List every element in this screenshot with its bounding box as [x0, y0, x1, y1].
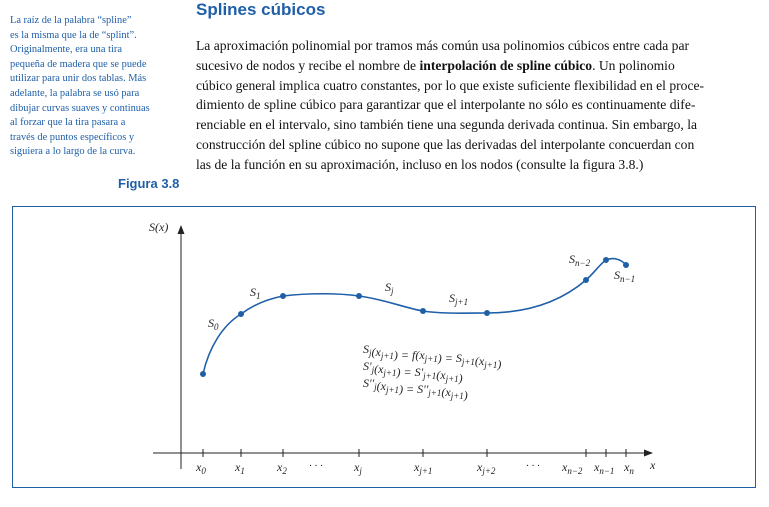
y-axis-label: S(x): [149, 220, 169, 234]
tick-label-x2: $x_2$: [277, 460, 287, 476]
margin-note-line: siguiera a lo largo de la curva.: [10, 146, 136, 158]
paragraph-line: [196, 115, 756, 135]
tick-label-xj: $x_j$: [354, 460, 362, 476]
section-paragraph: [196, 36, 756, 175]
text-run: construcción del spline cúbico no supone que las derivadas del interpolante concuerdan con: [196, 136, 695, 152]
figure-label: Figura 3.8: [118, 176, 180, 191]
knot-point: [484, 310, 490, 316]
key-term: interpolación de spline cúbico: [419, 57, 593, 73]
knot-point: [280, 293, 286, 299]
tick-label-xj2: $x_{j+2}$: [477, 460, 496, 476]
margin-note-line: utilizar para unir dos tablas. Más: [10, 73, 147, 85]
paragraph-line: [196, 155, 756, 175]
spline-label-sn2: $S_{n-2}$: [569, 252, 591, 268]
spline-label-s1: $S_1$: [250, 285, 261, 301]
equation-second-derivative: $S''_j(x_{j+1}) = S''_{j+1}(x_{j+1})$: [363, 376, 468, 402]
margin-note-line: adelante, la palabra se usó para: [10, 87, 140, 99]
x-axis-label: x: [650, 458, 656, 472]
margin-note-line: través de puntos específicos y: [10, 131, 135, 143]
equation-continuity: $S_j(x_{j+1}) = f(x_{j+1}) = S_{j+1}(x_{j+1})$: [363, 342, 502, 371]
tick-label-xn1: $x_{n-1}$: [594, 460, 615, 476]
text-run: cúbico general implica cuatro constantes, por lo que existe suficiente flexibilidad en el proce-: [196, 77, 705, 93]
paragraph-line: [196, 56, 756, 76]
equation-first-derivative: $S'_j(x_{j+1}) = S'_{j+1}(x_{j+1})$: [363, 359, 463, 385]
paragraph-line: [196, 135, 756, 155]
spline-diagram: [13, 207, 757, 489]
paragraph-line: [196, 36, 756, 56]
knot-point: [200, 371, 206, 377]
margin-note-line: La raíz de la palabra “spline”: [10, 15, 132, 26]
knot-point: [623, 262, 629, 268]
tick-label-xn2: $x_{n-2}$: [562, 460, 583, 476]
knot-point: [603, 257, 609, 263]
paragraph-line: [196, 95, 756, 115]
section-title: Splines cúbicos: [196, 0, 326, 19]
x-axis-arrow: [644, 450, 653, 457]
tick-label-x1: $x_1$: [235, 460, 245, 476]
spline-label-sj1: $S_{j+1}$: [449, 291, 469, 307]
text-run: . Un polinomio: [592, 57, 675, 73]
knot-point: [238, 311, 244, 317]
margin-note-line: es la misma que la de “splint”.: [10, 29, 137, 41]
knot-point: [420, 308, 426, 314]
margin-note: [10, 14, 180, 160]
tick-label-xn: $x_n$: [624, 460, 634, 476]
spline-figure: [12, 206, 756, 488]
spline-label-sj: $S_j$: [385, 280, 394, 296]
knot-point: [583, 277, 589, 283]
margin-note-line: pequeña de madera que se puede: [10, 58, 147, 70]
y-axis-arrow: [178, 225, 185, 234]
ellipsis-1: · · ·: [309, 460, 323, 472]
tick-label-xj1: $x_{j+1}$: [414, 460, 433, 476]
knot-point: [356, 293, 362, 299]
text-run: La aproximación polinomial por tramos más común usa polinomios cúbicos entre cada par: [196, 38, 690, 53]
text-run: dimiento de spline cúbico para garantizar que el interpolante no sólo es continuamente dife-: [196, 97, 696, 113]
text-run: sucesivo de nodos y recibe el nombre de: [196, 57, 420, 73]
text-run: las de la función en su aproximación, incluso en los nodos (consulte la figura 3.8.): [196, 156, 644, 172]
spline-label-s0: $S_0$: [208, 316, 219, 332]
tick-label-x0: $x_0$: [196, 460, 206, 476]
ellipsis-2: · · ·: [526, 460, 540, 472]
margin-note-line: dibujar curvas suaves y continuas: [10, 102, 150, 114]
margin-note-line: Originalmente, era una tira: [10, 44, 122, 56]
spline-label-sn1: $S_{n-1}$: [614, 268, 636, 284]
text-run: renciable en el intervalo, sino también tiene una segunda derivada continua. Sin embargo, la: [196, 117, 698, 133]
paragraph-line: [196, 76, 756, 96]
margin-note-line: al forzar que la tira pasara a: [10, 117, 126, 129]
